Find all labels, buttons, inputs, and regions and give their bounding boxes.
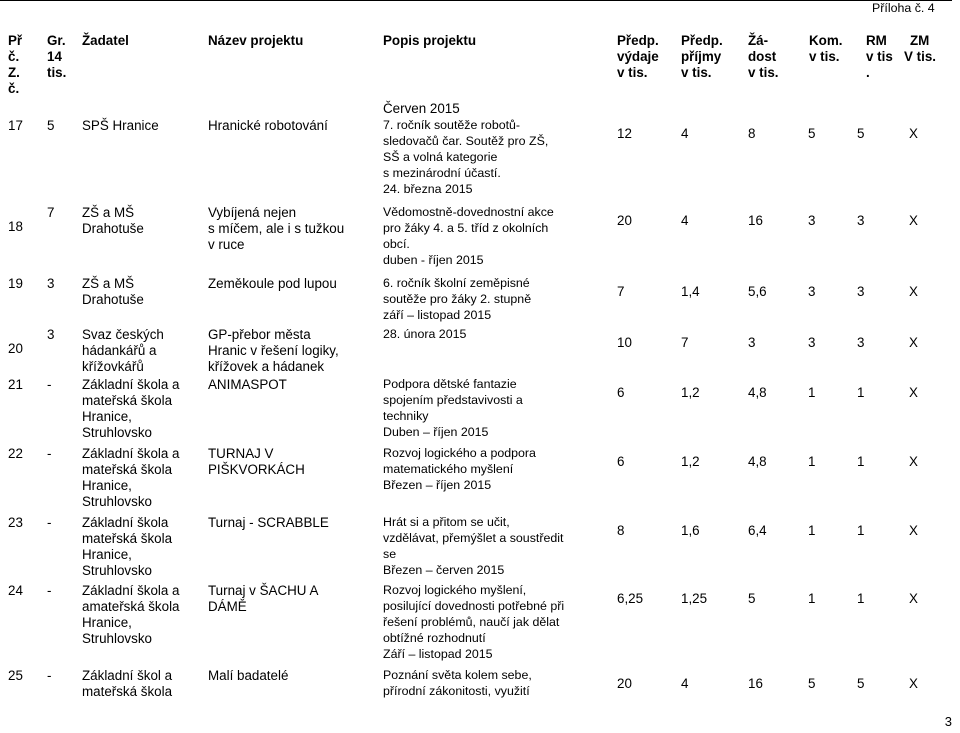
committee-amount: 5 xyxy=(808,126,816,141)
expected-income: 1,2 xyxy=(681,454,700,469)
applicant-name: Hranice, xyxy=(82,615,132,630)
header-pr-c-line4: č. xyxy=(8,81,20,96)
row-gr: - xyxy=(47,515,52,530)
applicant-name: Struhlovsko xyxy=(82,425,152,440)
project-description: duben - říjen 2015 xyxy=(383,253,484,267)
header-rm-1: RM xyxy=(866,33,887,48)
project-name: v ruce xyxy=(208,237,245,252)
project-description: Poznání světa kolem sebe, xyxy=(383,668,532,682)
committee-amount: 3 xyxy=(808,213,816,228)
header-kom-1: Kom. xyxy=(809,33,843,48)
header-zadost-3: v tis. xyxy=(748,65,779,80)
rm-amount: 1 xyxy=(857,454,865,469)
project-description: řešení problémů, naučí jak dělat xyxy=(383,615,560,629)
project-description: Podpora dětské fantazie xyxy=(383,377,517,391)
header-pr-c-line1: Př xyxy=(8,33,23,48)
rm-amount: 1 xyxy=(857,385,865,400)
header-gr-line1: Gr. xyxy=(47,33,66,48)
header-kom-2: v tis. xyxy=(809,49,840,64)
header-vydaje-1: Předp. xyxy=(617,33,659,48)
applicant-name: mateřská škola xyxy=(82,684,173,699)
committee-amount: 1 xyxy=(808,454,816,469)
requested-amount: 5 xyxy=(748,591,756,606)
header-nazev: Název projektu xyxy=(208,33,304,48)
project-description: Duben – říjen 2015 xyxy=(383,425,489,439)
committee-amount: 5 xyxy=(808,676,816,691)
project-description: vzdělávat, přemýšlet a soustředit xyxy=(383,531,564,545)
rm-amount: 3 xyxy=(857,284,865,299)
expected-income: 1,4 xyxy=(681,284,700,299)
expected-income: 7 xyxy=(681,335,689,350)
applicant-name: křížovkářů xyxy=(82,359,144,374)
project-name: PIŠKVORKÁCH xyxy=(208,462,305,477)
header-rm-2: v tis xyxy=(866,49,893,64)
project-description: přírodní zákonitosti, využití xyxy=(383,684,530,698)
header-zm-2: V tis. xyxy=(904,49,936,64)
project-name: Zeměkoule pod lupou xyxy=(208,276,337,291)
expected-expenses: 6,25 xyxy=(617,591,644,606)
month-header: Červen 2015 xyxy=(383,101,460,116)
row-number: 18 xyxy=(8,219,23,234)
requested-amount: 4,8 xyxy=(748,454,767,469)
project-name: ANIMASPOT xyxy=(208,377,287,392)
row-number: 25 xyxy=(8,668,23,683)
committee-amount: 3 xyxy=(808,335,816,350)
expected-expenses: 20 xyxy=(617,676,632,691)
project-description: soutěže pro žáky 2. stupně xyxy=(383,292,532,306)
project-description: Vědomostně-dovednostní akce xyxy=(383,205,554,219)
applicant-name: Základní škola a xyxy=(82,377,180,392)
project-description: s mezinárodní účastí. xyxy=(383,166,501,180)
project-description: spojením představivosti a xyxy=(383,393,523,407)
applicant-name: Struhlovsko xyxy=(82,494,152,509)
project-name: Turnaj - SCRABBLE xyxy=(208,515,329,530)
zm-amount: X xyxy=(909,335,918,350)
committee-amount: 1 xyxy=(808,591,816,606)
project-description: techniky xyxy=(383,409,429,423)
rm-amount: 3 xyxy=(857,213,865,228)
rm-amount: 3 xyxy=(857,335,865,350)
zm-amount: X xyxy=(909,385,918,400)
project-name: Vybíjená nejen xyxy=(208,205,297,220)
project-description: Hrát si a přitom se učit, xyxy=(383,515,510,529)
expected-income: 4 xyxy=(681,126,689,141)
project-description: posilující dovednosti potřebné při xyxy=(383,599,565,613)
top-rule xyxy=(0,0,952,1)
expected-income: 4 xyxy=(681,676,689,691)
committee-amount: 1 xyxy=(808,523,816,538)
rm-amount: 5 xyxy=(857,676,865,691)
project-description: 24. března 2015 xyxy=(383,182,473,196)
applicant-name: ZŠ a MŠ xyxy=(82,205,135,220)
requested-amount: 16 xyxy=(748,213,763,228)
requested-amount: 5,6 xyxy=(748,284,767,299)
row-number: 21 xyxy=(8,377,23,392)
project-name: GP-přebor města xyxy=(208,327,311,342)
project-description: 28. února 2015 xyxy=(383,327,467,341)
row-gr: - xyxy=(47,583,52,598)
project-description: září – listopad 2015 xyxy=(383,308,492,322)
row-gr: 3 xyxy=(47,276,55,291)
header-prijmy-1: Předp. xyxy=(681,33,723,48)
header-gr-line3: tis. xyxy=(47,65,67,80)
project-description: Září – listopad 2015 xyxy=(383,647,493,661)
requested-amount: 3 xyxy=(748,335,756,350)
project-description: obtížné rozhodnutí xyxy=(383,631,486,645)
header-zadost-2: dost xyxy=(748,49,777,64)
requested-amount: 16 xyxy=(748,676,763,691)
zm-amount: X xyxy=(909,676,918,691)
header-prijmy-3: v tis. xyxy=(681,65,712,80)
expected-expenses: 6 xyxy=(617,385,625,400)
project-description: 7. ročník soutěže robotů- xyxy=(383,118,521,132)
row-gr: 3 xyxy=(47,327,55,342)
row-number: 17 xyxy=(8,118,23,133)
applicant-name: Základní škola a xyxy=(82,583,180,598)
zm-amount: X xyxy=(909,126,918,141)
header-prijmy-2: příjmy xyxy=(681,49,722,64)
project-description: Rozvoj logického myšlení, xyxy=(383,583,527,597)
row-number: 22 xyxy=(8,446,23,461)
rm-amount: 1 xyxy=(857,591,865,606)
row-number: 19 xyxy=(8,276,23,291)
expected-expenses: 7 xyxy=(617,284,625,299)
project-name: DÁMĚ xyxy=(208,599,247,614)
applicant-name: Hranice, xyxy=(82,478,132,493)
expected-expenses: 8 xyxy=(617,523,625,538)
requested-amount: 4,8 xyxy=(748,385,767,400)
row-gr: - xyxy=(47,446,52,461)
applicant-name: Hranice, xyxy=(82,409,132,424)
applicant-name: Struhlovsko xyxy=(82,631,152,646)
project-name: Malí badatelé xyxy=(208,668,289,683)
applicant-name: Drahotuše xyxy=(82,221,144,236)
page-label: Příloha č. 4 xyxy=(872,1,935,15)
applicant-name: Hranice, xyxy=(82,547,132,562)
expected-income: 1,2 xyxy=(681,385,700,400)
project-description: SŠ a volná kategorie xyxy=(383,150,498,164)
project-name: křížovek a hádanek xyxy=(208,359,325,374)
row-number: 24 xyxy=(8,583,23,598)
applicant-name: mateřská škola xyxy=(82,393,173,408)
expected-income: 4 xyxy=(681,213,689,228)
header-pr-c-line3: Z. xyxy=(8,65,20,80)
expected-expenses: 20 xyxy=(617,213,632,228)
expected-expenses: 6 xyxy=(617,454,625,469)
applicant-name: SPŠ Hranice xyxy=(82,118,159,133)
row-gr: 5 xyxy=(47,118,55,133)
header-vydaje-2: výdaje xyxy=(617,49,659,64)
project-description: 6. ročník školní zeměpisné xyxy=(383,276,530,290)
zm-amount: X xyxy=(909,454,918,469)
rm-amount: 5 xyxy=(857,126,865,141)
row-gr: 7 xyxy=(47,205,55,220)
header-zadost-1: Žá- xyxy=(748,33,769,48)
applicant-name: Drahotuše xyxy=(82,292,144,307)
header-zadatel: Žadatel xyxy=(82,33,129,48)
project-name: s míčem, ale i s tužkou xyxy=(208,221,345,236)
zm-amount: X xyxy=(909,523,918,538)
applicant-name: Základní škola a xyxy=(82,446,180,461)
row-number: 20 xyxy=(8,341,23,356)
project-description: se xyxy=(383,547,397,561)
page-number: 3 xyxy=(944,714,952,729)
expected-expenses: 12 xyxy=(617,126,632,141)
row-gr: - xyxy=(47,668,52,683)
applicant-name: Svaz českých xyxy=(82,327,164,342)
applicant-name: Základní škol a xyxy=(82,668,173,683)
project-name: Turnaj v ŠACHU A xyxy=(208,583,319,598)
project-name: Hranické robotování xyxy=(208,118,328,133)
applicant-name: hádankářů a xyxy=(82,343,157,358)
requested-amount: 8 xyxy=(748,126,756,141)
project-name: TURNAJ V xyxy=(208,446,274,461)
project-description: pro žáky 4. a 5. tříd z okolních xyxy=(383,221,549,235)
expected-expenses: 10 xyxy=(617,335,632,350)
expected-income: 1,6 xyxy=(681,523,700,538)
applicant-name: mateřská škola xyxy=(82,462,173,477)
project-description: matematického myšlení xyxy=(383,462,514,476)
committee-amount: 1 xyxy=(808,385,816,400)
project-description: Březen – říjen 2015 xyxy=(383,478,492,492)
rm-amount: 1 xyxy=(857,523,865,538)
header-popis: Popis projektu xyxy=(383,33,477,48)
zm-amount: X xyxy=(909,591,918,606)
zm-amount: X xyxy=(909,284,918,299)
header-rm-3: . xyxy=(866,65,870,80)
applicant-name: amateřská škola xyxy=(82,599,180,614)
zm-amount: X xyxy=(909,213,918,228)
row-number: 23 xyxy=(8,515,23,530)
header-pr-c-line2: č. xyxy=(8,49,20,64)
applicant-name: Struhlovsko xyxy=(82,563,152,578)
committee-amount: 3 xyxy=(808,284,816,299)
project-description: Březen – červen 2015 xyxy=(383,563,505,577)
applicant-name: mateřská škola xyxy=(82,531,173,546)
applicant-name: Základní škola xyxy=(82,515,169,530)
header-zm-1: ZM xyxy=(910,33,930,48)
project-description: Rozvoj logického a podpora xyxy=(383,446,536,460)
row-gr: - xyxy=(47,377,52,392)
requested-amount: 6,4 xyxy=(748,523,767,538)
applicant-name: ZŠ a MŠ xyxy=(82,276,135,291)
project-description: obcí. xyxy=(383,237,410,251)
expected-income: 1,25 xyxy=(681,591,708,606)
project-description: sledovačů čar. Soutěž pro ZŠ, xyxy=(383,134,549,148)
header-gr-line2: 14 xyxy=(47,49,62,64)
header-vydaje-3: v tis. xyxy=(617,65,648,80)
project-name: Hranic v řešení logiky, xyxy=(208,343,339,358)
